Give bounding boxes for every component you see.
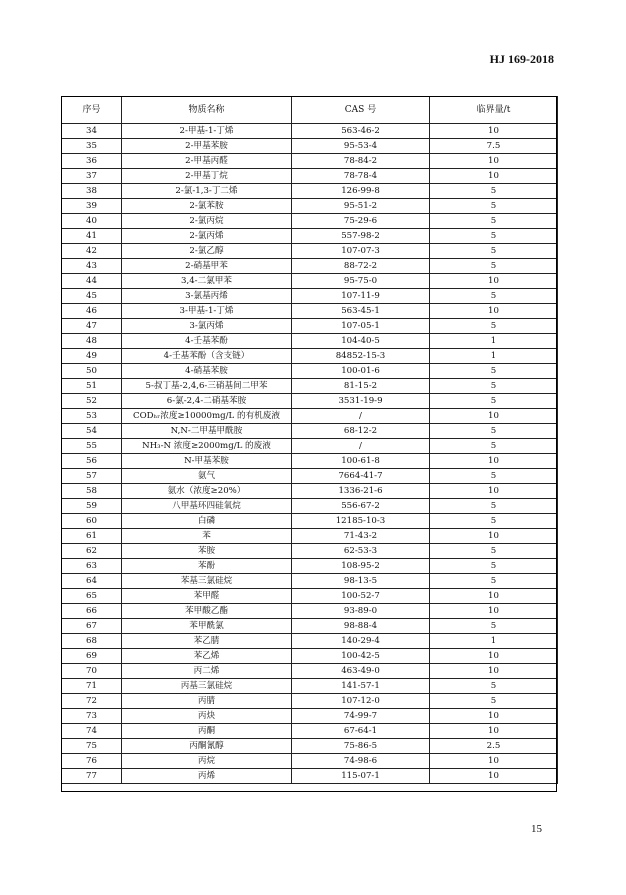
row-number: 44 <box>62 274 122 289</box>
cas-number: 115-07-1 <box>292 769 430 784</box>
threshold-quantity: 5 <box>430 229 558 244</box>
row-number: 42 <box>62 244 122 259</box>
threshold-quantity: 5 <box>430 439 558 454</box>
row-number: 72 <box>62 694 122 709</box>
substance-name: 氨气 <box>122 469 292 484</box>
cas-number: 108-95-2 <box>292 559 430 574</box>
cas-number: 140-29-4 <box>292 634 430 649</box>
table-row <box>62 514 558 529</box>
cas-number: / <box>292 439 430 454</box>
row-number: 71 <box>62 679 122 694</box>
substance-name: 丙烷 <box>122 754 292 769</box>
row-number: 63 <box>62 559 122 574</box>
cas-number: 107-12-0 <box>292 694 430 709</box>
table-row <box>62 679 558 694</box>
cas-number: 463-49-0 <box>292 664 430 679</box>
table-row <box>62 364 558 379</box>
substance-name: N-甲基苯胺 <box>122 454 292 469</box>
row-number: 36 <box>62 154 122 169</box>
column-header-name: 物质名称 <box>122 97 292 124</box>
row-number: 57 <box>62 469 122 484</box>
threshold-quantity: 10 <box>430 454 558 469</box>
cas-number: 98-13-5 <box>292 574 430 589</box>
table-body <box>62 124 558 784</box>
row-number: 46 <box>62 304 122 319</box>
table-row <box>62 169 558 184</box>
column-header-threshold: 临界量/t <box>430 97 558 124</box>
cas-number: 93-89-0 <box>292 604 430 619</box>
cas-number: 100-42-5 <box>292 649 430 664</box>
table-row <box>62 394 558 409</box>
table-row <box>62 439 558 454</box>
substance-name: 4-壬基苯酚 <box>122 334 292 349</box>
substance-name: 苯甲醛 <box>122 589 292 604</box>
cas-number: 84852-15-3 <box>292 349 430 364</box>
table-row <box>62 589 558 604</box>
threshold-quantity: 10 <box>430 409 558 424</box>
table-row <box>62 304 558 319</box>
table-row <box>62 199 558 214</box>
threshold-quantity: 5 <box>430 199 558 214</box>
substance-name: 3-氯基丙烯 <box>122 289 292 304</box>
threshold-quantity: 10 <box>430 529 558 544</box>
row-number: 69 <box>62 649 122 664</box>
threshold-quantity: 10 <box>430 724 558 739</box>
table-row <box>62 619 558 634</box>
substance-name: 丙腈 <box>122 694 292 709</box>
substance-name: 2-甲基丙醛 <box>122 154 292 169</box>
threshold-quantity: 7.5 <box>430 139 558 154</box>
threshold-quantity: 1 <box>430 334 558 349</box>
substance-name: 丙炔 <box>122 709 292 724</box>
threshold-quantity: 1 <box>430 634 558 649</box>
substance-name: 2-甲基-1-丁烯 <box>122 124 292 139</box>
substance-name: 2-甲基苯胺 <box>122 139 292 154</box>
cas-number: 71-43-2 <box>292 529 430 544</box>
substance-name: 丙酮氰醇 <box>122 739 292 754</box>
cas-number: 100-52-7 <box>292 589 430 604</box>
row-number: 54 <box>62 424 122 439</box>
threshold-quantity: 5 <box>430 499 558 514</box>
row-number: 39 <box>62 199 122 214</box>
cas-number: 95-53-4 <box>292 139 430 154</box>
table-row <box>62 724 558 739</box>
threshold-quantity: 5 <box>430 544 558 559</box>
table-row <box>62 454 558 469</box>
cas-number: 62-53-3 <box>292 544 430 559</box>
substance-name: 丙酮 <box>122 724 292 739</box>
table-row <box>62 229 558 244</box>
table-row <box>62 409 558 424</box>
substance-name: 苯乙烯 <box>122 649 292 664</box>
table-row <box>62 604 558 619</box>
cas-number: / <box>292 409 430 424</box>
cas-number: 95-75-0 <box>292 274 430 289</box>
row-number: 55 <box>62 439 122 454</box>
table-row <box>62 544 558 559</box>
row-number: 52 <box>62 394 122 409</box>
column-header-no: 序号 <box>62 97 122 124</box>
row-number: 61 <box>62 529 122 544</box>
threshold-quantity: 5 <box>430 679 558 694</box>
table-row <box>62 484 558 499</box>
threshold-quantity: 10 <box>430 274 558 289</box>
threshold-quantity: 5 <box>430 559 558 574</box>
row-number: 73 <box>62 709 122 724</box>
row-number: 67 <box>62 619 122 634</box>
row-number: 64 <box>62 574 122 589</box>
row-number: 59 <box>62 499 122 514</box>
cas-number: 95-51-2 <box>292 199 430 214</box>
threshold-quantity: 5 <box>430 319 558 334</box>
threshold-quantity: 1 <box>430 349 558 364</box>
substance-name: NH₃-N 浓度≥2000mg/L 的废液 <box>122 439 292 454</box>
standard-code: HJ 169-2018 <box>489 52 554 66</box>
row-number: 40 <box>62 214 122 229</box>
table-row <box>62 529 558 544</box>
table-row <box>62 694 558 709</box>
table-row <box>62 124 558 139</box>
threshold-quantity: 5 <box>430 184 558 199</box>
row-number: 49 <box>62 349 122 364</box>
table-row <box>62 769 558 784</box>
row-number: 47 <box>62 319 122 334</box>
cas-number: 74-99-7 <box>292 709 430 724</box>
cas-number: 78-84-2 <box>292 154 430 169</box>
threshold-quantity: 5 <box>430 574 558 589</box>
table-row <box>62 634 558 649</box>
table-row <box>62 289 558 304</box>
substance-name: 2-氯乙醇 <box>122 244 292 259</box>
threshold-quantity: 5 <box>430 394 558 409</box>
substance-name: 4-壬基苯酚（含支链） <box>122 349 292 364</box>
substance-name: 3-甲基-1-丁烯 <box>122 304 292 319</box>
row-number: 41 <box>62 229 122 244</box>
row-number: 38 <box>62 184 122 199</box>
substance-name: 苯甲酸乙酯 <box>122 604 292 619</box>
row-number: 65 <box>62 589 122 604</box>
threshold-quantity: 5 <box>430 469 558 484</box>
table-row <box>62 424 558 439</box>
threshold-quantity: 5 <box>430 214 558 229</box>
row-number: 62 <box>62 544 122 559</box>
cas-number: 107-11-9 <box>292 289 430 304</box>
cas-number: 75-86-5 <box>292 739 430 754</box>
substance-name: 白磷 <box>122 514 292 529</box>
substance-name: 苯乙腈 <box>122 634 292 649</box>
table-row <box>62 154 558 169</box>
cas-number: 3531-19-9 <box>292 394 430 409</box>
row-number: 43 <box>62 259 122 274</box>
substance-threshold-table <box>61 96 558 784</box>
cas-number: 88-72-2 <box>292 259 430 274</box>
substance-name: 2-氯丙烯 <box>122 229 292 244</box>
cas-number: 7664-41-7 <box>292 469 430 484</box>
row-number: 74 <box>62 724 122 739</box>
cas-number: 67-64-1 <box>292 724 430 739</box>
threshold-quantity: 5 <box>430 424 558 439</box>
cas-number: 74-98-6 <box>292 754 430 769</box>
cas-number: 98-88-4 <box>292 619 430 634</box>
column-header-cas: CAS 号 <box>292 97 430 124</box>
table-row <box>62 139 558 154</box>
row-number: 70 <box>62 664 122 679</box>
table-row <box>62 574 558 589</box>
cas-number: 1336-21-6 <box>292 484 430 499</box>
cas-number: 556-67-2 <box>292 499 430 514</box>
threshold-quantity: 10 <box>430 124 558 139</box>
substance-name: 3-氯丙烯 <box>122 319 292 334</box>
cas-number: 107-07-3 <box>292 244 430 259</box>
substance-name: N,N-二甲基甲酰胺 <box>122 424 292 439</box>
row-number: 66 <box>62 604 122 619</box>
substance-name: 氨水（浓度≥20%） <box>122 484 292 499</box>
substance-name: 丙二烯 <box>122 664 292 679</box>
row-number: 50 <box>62 364 122 379</box>
table-row <box>62 379 558 394</box>
threshold-quantity: 10 <box>430 754 558 769</box>
cas-number: 557-98-2 <box>292 229 430 244</box>
page-number: 15 <box>531 823 542 835</box>
row-number: 60 <box>62 514 122 529</box>
substance-name: 苯 <box>122 529 292 544</box>
table-row <box>62 214 558 229</box>
cas-number: 81-15-2 <box>292 379 430 394</box>
cas-number: 68-12-2 <box>292 424 430 439</box>
cas-number: 126-99-8 <box>292 184 430 199</box>
row-number: 77 <box>62 769 122 784</box>
table-row <box>62 664 558 679</box>
substance-name: 4-硝基苯胺 <box>122 364 292 379</box>
table-row <box>62 334 558 349</box>
threshold-quantity: 5 <box>430 514 558 529</box>
table-row <box>62 184 558 199</box>
row-number: 37 <box>62 169 122 184</box>
row-number: 53 <box>62 409 122 424</box>
row-number: 68 <box>62 634 122 649</box>
row-number: 48 <box>62 334 122 349</box>
table-row <box>62 559 558 574</box>
substance-name: 5-叔丁基-2,4,6-三硝基间二甲苯 <box>122 379 292 394</box>
threshold-quantity: 5 <box>430 694 558 709</box>
substance-name: 丙烯 <box>122 769 292 784</box>
substance-name: 3,4-二氯甲苯 <box>122 274 292 289</box>
substance-name: 6-氯-2,4-二硝基苯胺 <box>122 394 292 409</box>
cas-number: 563-46-2 <box>292 124 430 139</box>
threshold-quantity: 10 <box>430 154 558 169</box>
cas-number: 12185-10-3 <box>292 514 430 529</box>
cas-number: 78-78-4 <box>292 169 430 184</box>
substance-name: 苯酚 <box>122 559 292 574</box>
table-row <box>62 649 558 664</box>
row-number: 76 <box>62 754 122 769</box>
substance-name: 2-氯苯胺 <box>122 199 292 214</box>
table-row <box>62 754 558 769</box>
row-number: 75 <box>62 739 122 754</box>
substance-name: 苯甲酰氯 <box>122 619 292 634</box>
cas-number: 107-05-1 <box>292 319 430 334</box>
substance-name: 2-氯-1,3-丁二烯 <box>122 184 292 199</box>
substance-name: 2-硝基甲苯 <box>122 259 292 274</box>
threshold-quantity: 10 <box>430 169 558 184</box>
table-row <box>62 259 558 274</box>
row-number: 51 <box>62 379 122 394</box>
threshold-quantity: 5 <box>430 289 558 304</box>
threshold-quantity: 10 <box>430 304 558 319</box>
threshold-quantity: 5 <box>430 244 558 259</box>
table-row <box>62 499 558 514</box>
table-row <box>62 349 558 364</box>
table-row <box>62 274 558 289</box>
cas-number: 75-29-6 <box>292 214 430 229</box>
threshold-quantity: 10 <box>430 484 558 499</box>
threshold-quantity: 10 <box>430 649 558 664</box>
row-number: 56 <box>62 454 122 469</box>
threshold-quantity: 5 <box>430 379 558 394</box>
table-row <box>62 709 558 724</box>
substance-name: 八甲基环四硅氧烷 <box>122 499 292 514</box>
substance-name: 丙基三氯硅烷 <box>122 679 292 694</box>
cas-number: 100-61-8 <box>292 454 430 469</box>
cas-number: 100-01-6 <box>292 364 430 379</box>
threshold-quantity: 10 <box>430 709 558 724</box>
cas-number: 141-57-1 <box>292 679 430 694</box>
threshold-quantity: 5 <box>430 364 558 379</box>
threshold-quantity: 10 <box>430 604 558 619</box>
substance-name: 苯基三氯硅烷 <box>122 574 292 589</box>
cas-number: 563-45-1 <box>292 304 430 319</box>
threshold-quantity: 10 <box>430 664 558 679</box>
threshold-quantity: 5 <box>430 259 558 274</box>
table-row <box>62 469 558 484</box>
table-row <box>62 244 558 259</box>
substance-name: 2-甲基丁烷 <box>122 169 292 184</box>
threshold-quantity: 10 <box>430 589 558 604</box>
row-number: 45 <box>62 289 122 304</box>
threshold-quantity: 5 <box>430 619 558 634</box>
cas-number: 104-40-5 <box>292 334 430 349</box>
table-row <box>62 739 558 754</box>
substance-name: 苯胺 <box>122 544 292 559</box>
threshold-quantity: 10 <box>430 769 558 784</box>
row-number: 34 <box>62 124 122 139</box>
substance-name: CODₕᵣ浓度≥10000mg/L 的有机废液 <box>122 409 292 424</box>
table-header-row <box>62 97 558 124</box>
row-number: 35 <box>62 139 122 154</box>
table-row <box>62 319 558 334</box>
threshold-quantity: 2.5 <box>430 739 558 754</box>
substance-name: 2-氯丙烷 <box>122 214 292 229</box>
row-number: 58 <box>62 484 122 499</box>
